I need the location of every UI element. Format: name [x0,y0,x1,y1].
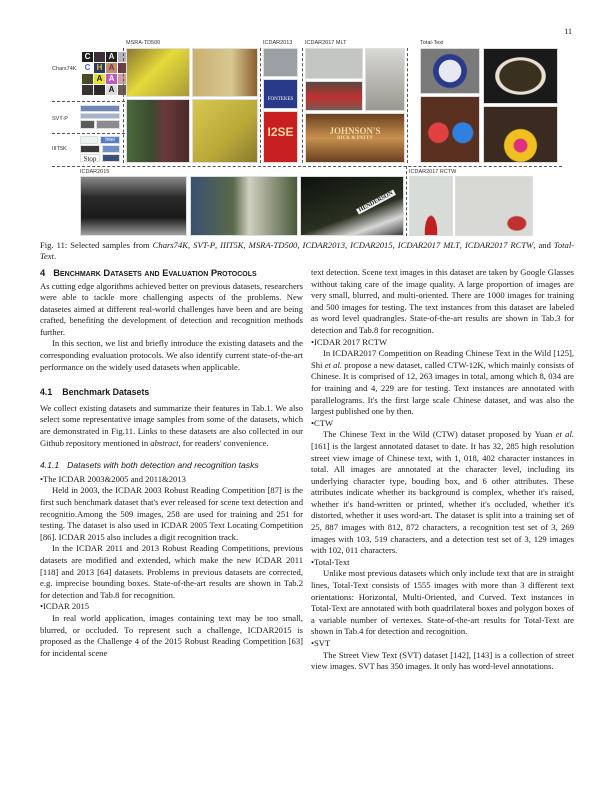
icdar2015-continued-paragraph: text detection. Scene text images in this dataset are taken by Google Glasses without taking care of the image quality. A large proportion of images are very small, blurred, and multi-oriented. There are 1000 images for training and 500 images for testing. The text instances from this dataset are labeled as word level quadrangles. State-of-the-art results are shown in Tab.3 for detection and Tab.8 for recognition. [311,267,574,335]
label-icdar2015: ICDAR2015 [80,169,110,175]
iiit5k-sample-6 [102,154,120,162]
label-msra-td500: MSRA-TD500 [126,40,161,46]
bullet-icdar2015: • ICDAR 2015 [40,601,303,613]
subsubsection-heading [40,460,303,472]
label-iiit5k: IIIT5K [52,146,67,152]
subsubsection-title: Datasets with both detection and recognition tasks [67,460,259,471]
caption-prefix: Fig. 11: Selected samples from [40,240,153,250]
rctw-sample-1 [409,176,453,236]
emphasis: et al. [555,429,575,440]
caption-item: Chars74K [152,240,189,250]
iiit5k-sample-5: Stop [80,154,100,162]
road-sign-text: HENDERSON [357,190,395,214]
msra-sample-1 [126,48,190,97]
total-text-paragraph: Unlike most previous datasets which only include text that are in straight lines, Total-Text consists of 1555 images with more than 3 different text orientations: Horizontal, Multi-Oriented, and Curved. Text instances in Total-Text are annotated with both quadrilateral boxes and polygon boxes of a variable number of vertexes. State-of-the-art results for Total-Text are shown in Tab.4 for detection and recognition. [311,568,574,637]
svtp-sample-2 [80,113,120,119]
icdar2013-sample-3: I2SE [263,111,298,163]
figure-caption: Fig. 11: Selected samples from Chars74K, SVT-P, IIIT5K, MSRA-TD500, ICDAR2013, ICDAR2015, ICDAR2017 MLT, ICDAR2017 RCTW, and Total-Text. [40,240,575,261]
subsection-heading [40,387,303,399]
icdar2015-paragraph: In real world application, images containing text may be too small, blurred, or occluded. To represent such a challenge, ICDAR2015 is proposed as the Challenge 4 of the 2015 Robust Reading Competition [63] for incidental scene [40,612,303,658]
intro-paragraph-2: In this section, we list and briefly introduce the existing datasets and the corresponding evaluation protocols. We also identify current state-of-the-art performance on the widely used datasets when applicable. [40,338,303,372]
text-run: propose a new dataset, called CTW-12K, which mainly consists of Chinese. It is comprised of 12, 263 images in total, among which 8, 034 are for training and 4, 229 are for testing. Text instances are annotated with parallelograms. It's the first large scale Chinese dataset, and was also the largest published one by then. [311,359,574,417]
bullet-svt: • SVT [311,638,574,650]
icdar2017mlt-sample-2 [305,81,363,111]
text-run: In ICDAR2017 Competition on Reading Chinese Text in the Wild [125], Shi [311,348,574,370]
caption-item: ICDAR2017 RCTW [464,240,534,250]
left-column [40,267,303,659]
icdar2017mlt-sample-4 [305,113,405,163]
text-run: [161] is the largest annotated dataset to date. It has 32, 285 high resolution street view image of Chinese text, with 1, 018, 402 character instances in total. All images are annotated at the character level, including its underlying character type, bouding box, and 6 other attributes. These attributes indicate whether its background is complex, whether it's raised, whether it's hand-written or printed, whether it's occluded, whether it's distorted, whether it uses word-art. The dataset is split into a training set of 25, 887 images with 812, 872 characters, a recognition test set of 3, 269 images with 103, 519 characters, and a detection test set of 3, 129 images with 102, 011 characters. [311,440,574,556]
caption-item: ICDAR2013 [302,240,345,250]
figure-11: Chars74K C A C H A A A A SVT-P IIIT5K Intel Stop MSRA-TD500 ICDAR2013 FONTEKES I2SE ICDAR2017 MLT JOHNSON'S RICK & PATTY Total-Text ICDAR2015 HENDERSON ICDAR2017 RCTW [40,38,574,233]
totaltext-sample-4 [483,106,558,163]
subsection-number: 4.1 [40,387,53,398]
totaltext-sample-2 [483,48,558,104]
msra-sample-3 [126,99,190,163]
svtp-sample-1 [80,105,120,112]
totaltext-sample-3 [420,96,480,163]
msra-sample-2 [192,48,258,97]
msra-sample-4 [192,99,258,163]
caption-item: ICDAR2017 MLT [397,240,460,250]
label-svt-p: SVT-P [52,116,68,122]
text-run: , for readers' convenience. [178,437,269,448]
johnsons-sign-text: JOHNSON'S [329,126,381,136]
subsubsection-number: 4.1.1 [40,460,60,471]
iiit5k-sample-4 [102,145,120,153]
rctw-sample-2 [455,176,533,236]
svt-paragraph: The Street View Text (SVT) dataset [142], [143] is a collection of street view images. SVT has 350 images. It only has word-level annotations. [311,649,574,672]
iiit5k-sample-1 [80,136,98,144]
iiit5k-sample-3 [80,145,100,153]
bullet-icdar2017-rctw: • ICDAR 2017 RCTW [311,337,574,349]
iiit5k-sample-2: Intel [100,136,120,144]
caption-and: and [538,240,551,250]
caption-item: IIIT5K [220,240,244,250]
caption-item: Total-Text [40,240,575,261]
section-number: 4 [40,267,46,278]
label-total-text: Total-Text [420,40,444,46]
text-run: The Chinese Text in the Wild (CTW) dataset proposed by Yuan [323,429,556,440]
totaltext-sample-1 [420,48,480,94]
right-column [311,267,574,673]
svtp-sample-4 [96,120,120,129]
icdar2015-sample-1 [80,176,187,236]
label-chars74k: Chars74K [52,66,77,72]
rctw-paragraph [311,348,574,418]
benchmark-paragraph [40,403,303,449]
ctw-paragraph [311,429,574,557]
page-number: 11 [564,27,572,36]
section-heading [40,267,303,279]
icdar2015-sample-2 [190,176,298,236]
icdar2013-sample-2: FONTEKES [263,79,298,109]
icdar2017mlt-sample-1 [305,48,363,79]
bullet-total-text: • Total-Text [311,557,574,569]
subsection-title: Benchmark Datasets [62,387,150,398]
caption-item: SVT-P [193,240,215,250]
text-run: We collect existing datasets and summarize their features in Tab.1. We also select some representative image samples from some of the datasets, which are demonstrated in Fig.11. Links to these datasets are also collected in our Github repository mentioned in [40,402,303,448]
caption-item: ICDAR2015 [350,240,393,250]
caption-suffix: . [54,251,57,261]
label-icdar2017-mlt: ICDAR2017 MLT [305,40,347,46]
johnsons-sign-subtext: RICK & PATTY [337,136,373,141]
bullet-ctw: • CTW [311,418,574,430]
caption-item: MSRA-TD500 [248,240,298,250]
icdar2011-paragraph: In the ICDAR 2011 and 2013 Robust Reading Competitions, previous datasets are modified and extended, which make the new ICDAR 2011 [118] and 2013 [64] datasets. Problems in previous datasets are corrected, e.g. imprecise bounding boxes. State-of-the-art results are shown in Tab.2 for detection and Tab.8 for recognition. [40,543,303,600]
emphasis: abstract [150,437,179,448]
icdar2003-paragraph: Held in 2003, the ICDAR 2003 Robust Reading Competition [87] is the first such benchmark dataset that's ever released for scene text detection and recognitio.Among the 509 images, 258 are used for training and 251 for testing. The dataset is also used in ICDAR 2005 Text Locating Competition [86]. ICDAR 2015 also includes a digit recognition track. [40,485,303,542]
label-icdar2017-rctw: ICDAR2017 RCTW [409,169,457,175]
bullet-icdar2003: • The ICDAR 2003&2005 and 2011&2013 [40,474,303,486]
label-icdar2013: ICDAR2013 [263,40,293,46]
svtp-sample-3 [80,120,95,129]
icdar2015-sample-3 [300,176,404,236]
intro-paragraph-1: As cutting edge algorithms achieved better on previous datasets, researchers were able to tackle more challenging aspects of the problems. New datasetes aimed at different real-world challenges have been and are being crafted, benefiting the development of detection and recognition methods further. [40,280,303,337]
section-title: Benchmark Datasets and Evaluation Protocols [53,267,257,278]
icdar2017mlt-sample-3 [365,48,405,111]
emphasis: et al. [324,359,342,370]
icdar2013-sample-1 [263,48,298,77]
